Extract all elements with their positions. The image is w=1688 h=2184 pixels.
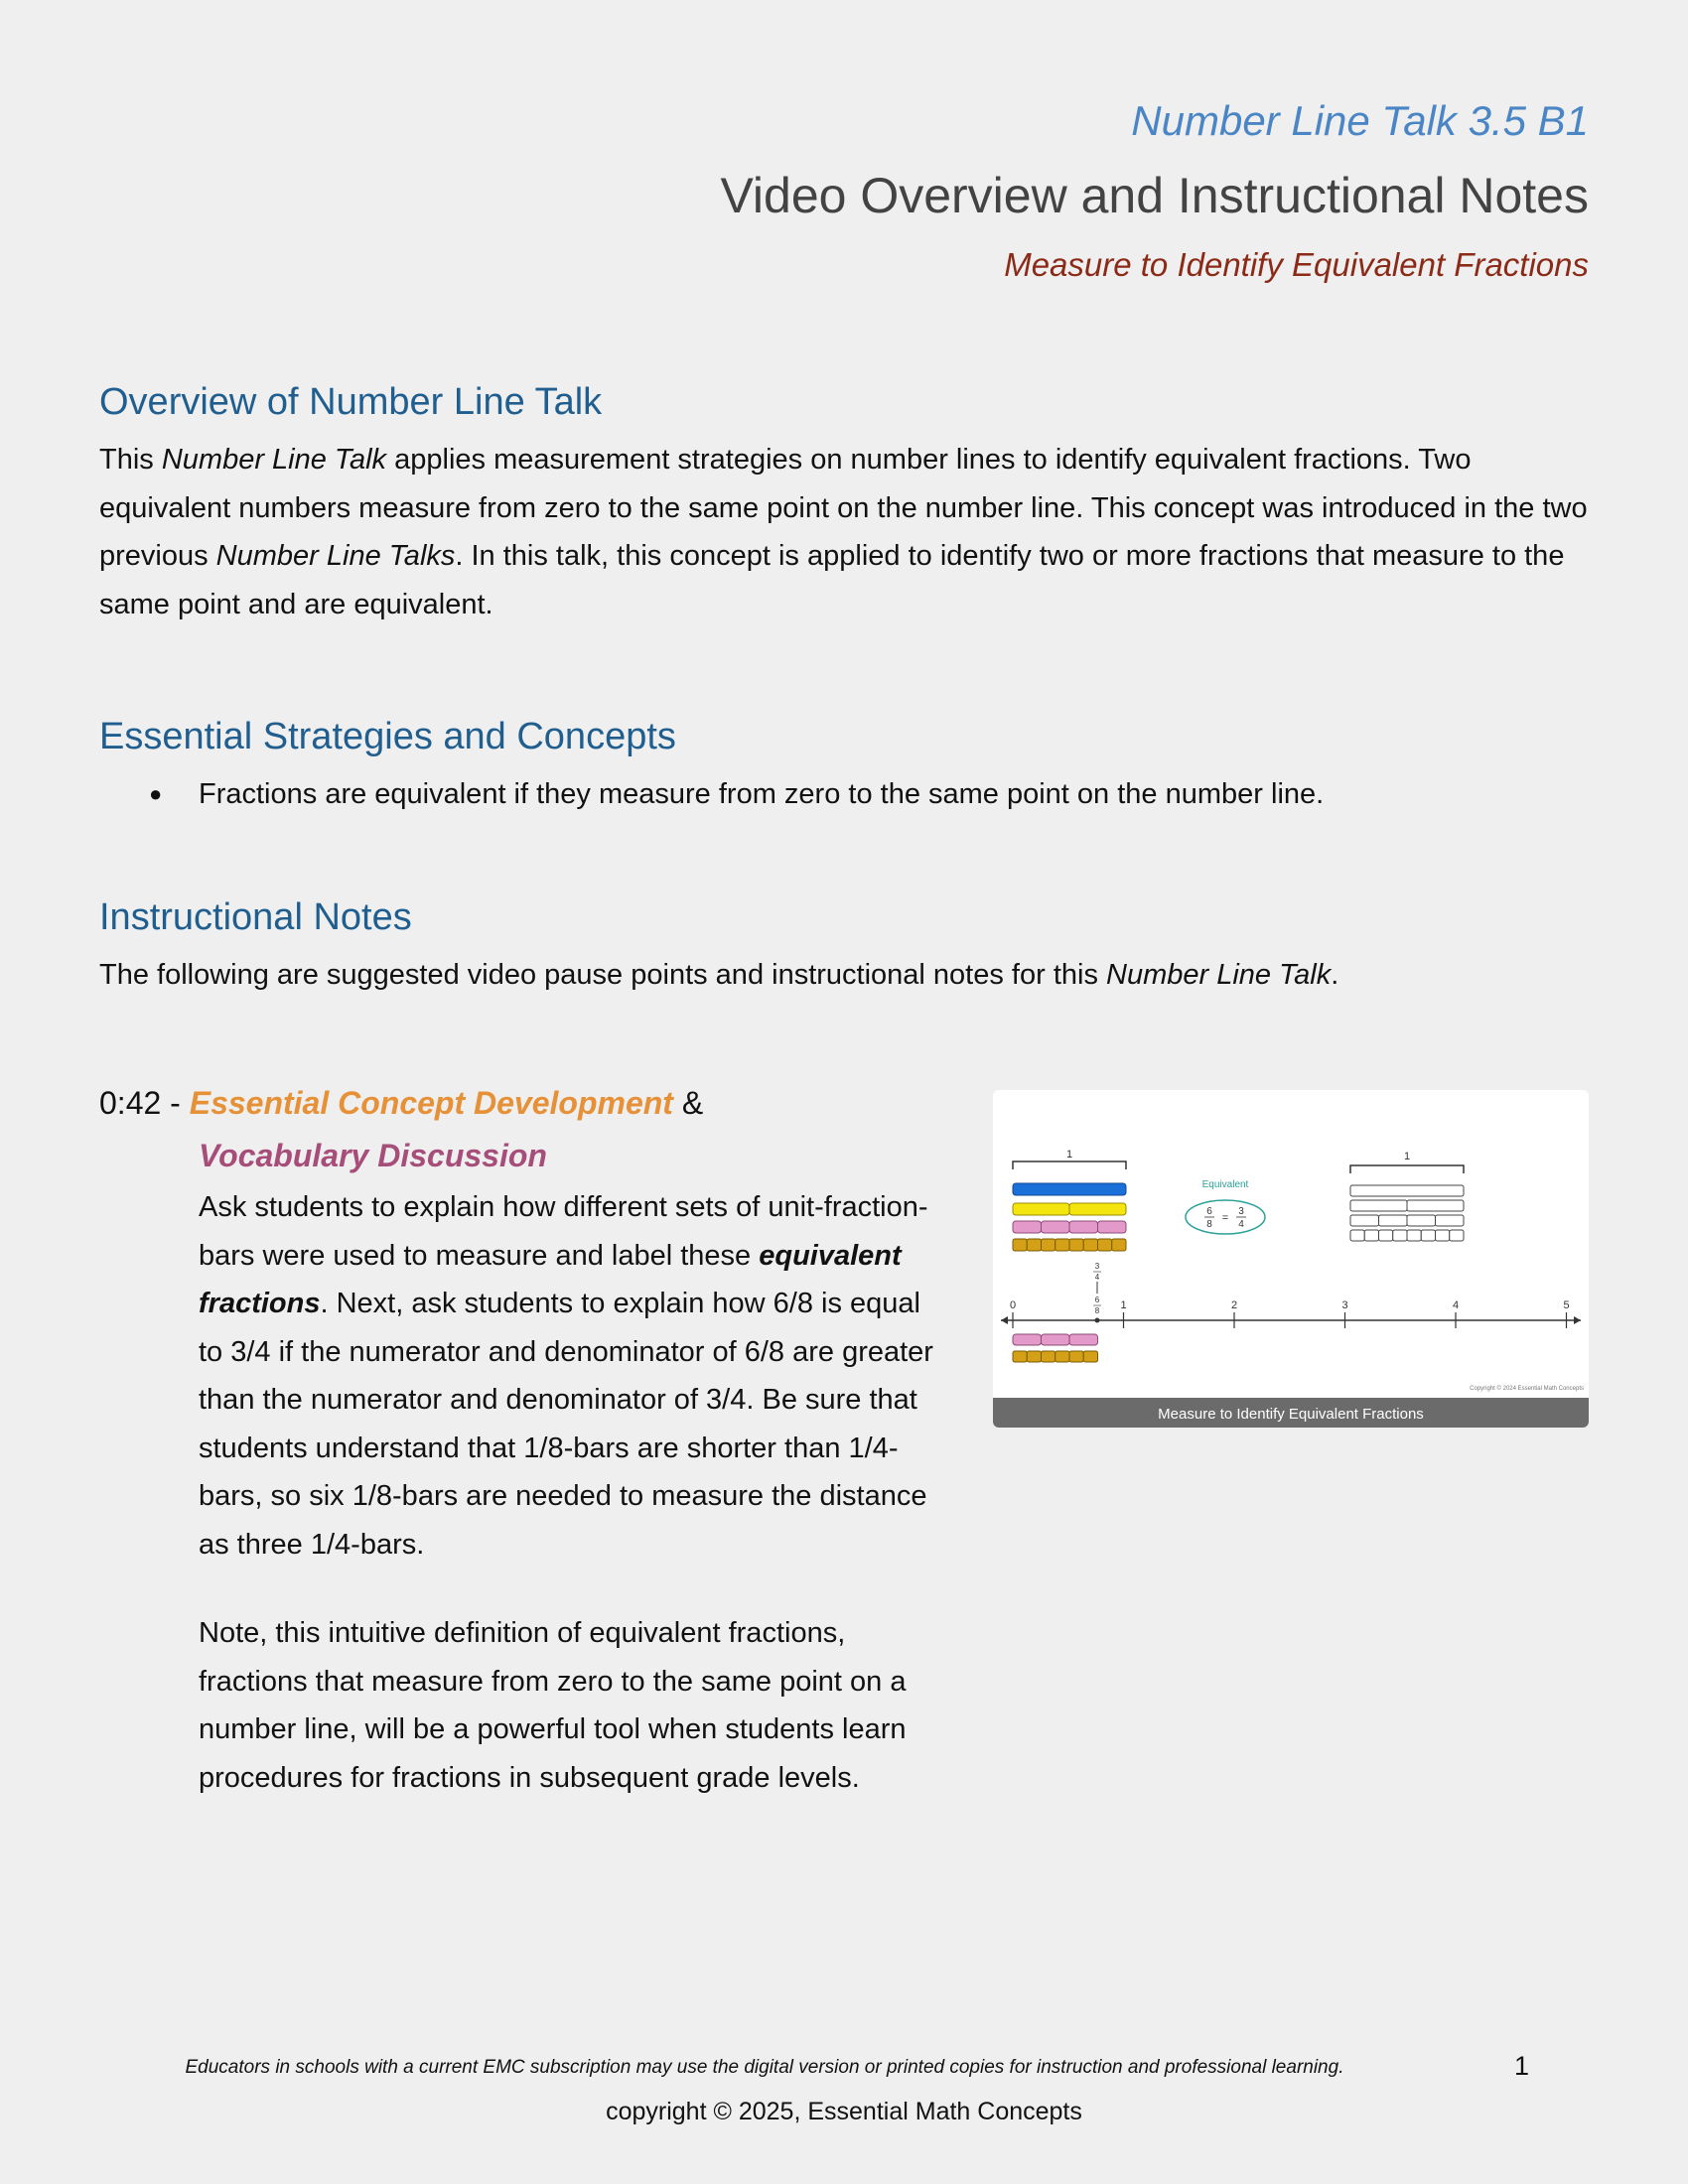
essential-list bbox=[149, 772, 1324, 816]
category-concept: Essential Concept Development bbox=[189, 1085, 673, 1121]
svg-text:4: 4 bbox=[1238, 1219, 1244, 1230]
left-whole-label: 1 bbox=[1065, 1149, 1073, 1160]
footer-note: Educators in schools with a current EMC subscription may use the digital version or printed copies for instruction and professional learning. bbox=[185, 2057, 1344, 2078]
right-bracket bbox=[1350, 1165, 1464, 1173]
tick-label: 2 bbox=[1230, 1299, 1238, 1311]
pause-note-1: Ask students to explain how different sets of unit-fraction-bars were used to measure and label these equivalent fractions. Next, ask students to explain how 6/8 is equal to 3/4 if the numerator and denominator of 6/8 are greater than the numerator and denominator of 3/4. Be sure that students understand that 1/8-bars are shorter than 1/4-bars, so six 1/8-bars are needed to measure the distance as three 1/4-bars. bbox=[199, 1191, 933, 1561]
talk-code: Number Line Talk 3.5 B1 bbox=[1131, 97, 1589, 144]
instructional-heading: Instructional Notes bbox=[99, 896, 412, 938]
number-line-ticks bbox=[1010, 1299, 1570, 1328]
thumbnail-figure bbox=[993, 1090, 1589, 1428]
tick-label: 4 bbox=[1452, 1299, 1460, 1311]
svg-text:6: 6 bbox=[1094, 1296, 1100, 1304]
tick-label: 1 bbox=[1120, 1299, 1127, 1311]
bar-whole bbox=[1013, 1183, 1126, 1195]
svg-text:3: 3 bbox=[1238, 1206, 1244, 1217]
overview-heading: Overview of Number Line Talk bbox=[99, 381, 603, 423]
right-whole-label: 1 bbox=[1403, 1151, 1411, 1162]
svg-text:=: = bbox=[1221, 1212, 1229, 1224]
outline-bars bbox=[1350, 1185, 1464, 1241]
thumbnail-copyright: Copyright © 2024 Essential Math Concepts bbox=[1470, 1386, 1584, 1392]
bars-below-eighths bbox=[1013, 1351, 1098, 1362]
svg-text:4: 4 bbox=[1094, 1273, 1100, 1282]
bars-eighths bbox=[1013, 1239, 1126, 1251]
tick-label: 3 bbox=[1341, 1299, 1348, 1311]
bars-quarters bbox=[1013, 1221, 1126, 1233]
tick-label: 5 bbox=[1563, 1299, 1570, 1311]
video-thumbnail[interactable] bbox=[993, 1090, 1589, 1428]
equivalent-point bbox=[1095, 1318, 1100, 1323]
left-bracket bbox=[1013, 1161, 1126, 1169]
bars-halves bbox=[1013, 1203, 1126, 1215]
page-title: Video Overview and Instructional Notes bbox=[720, 168, 1589, 223]
essential-heading: Essential Strategies and Concepts bbox=[99, 716, 676, 757]
svg-text:3: 3 bbox=[1094, 1262, 1100, 1271]
svg-text:8: 8 bbox=[1094, 1306, 1100, 1315]
overview-paragraph: This Number Line Talk applies measurement strategies on number lines to identify equivalent fractions. Two equivalent numbers measure from zero to the same point on the number line. This concept was introduced in the two previous Number Line Talks. In this talk, this concept is applied to identify two or more fractions that measure to the same point and are equivalent. bbox=[99, 444, 1588, 620]
equivalent-label: Equivalent bbox=[1201, 1179, 1249, 1190]
category-vocabulary: Vocabulary Discussion bbox=[199, 1138, 547, 1173]
bars-below-quarters bbox=[1013, 1334, 1098, 1345]
instructional-paragraph: The following are suggested video pause points and instructional notes for this Number Line Talk. bbox=[99, 959, 1339, 991]
page-subtitle: Measure to Identify Equivalent Fractions bbox=[1004, 246, 1589, 283]
svg-text:8: 8 bbox=[1206, 1219, 1212, 1230]
thumbnail-caption: Measure to Identify Equivalent Fractions bbox=[1158, 1406, 1424, 1423]
pause-note-2: Note, this intuitive definition of equivalent fractions, fractions that measure from zero to the same point on a number line, will be a powerful tool when students learn procedures for fractions in subsequent grade levels. bbox=[199, 1617, 907, 1794]
timestamp: 0:42 - bbox=[99, 1085, 190, 1121]
pause-point-header: 0:42 - Essential Concept Development & bbox=[99, 1085, 704, 1121]
tick-label: 0 bbox=[1009, 1299, 1017, 1311]
copyright: copyright © 2025, Essential Math Concepts bbox=[606, 2098, 1082, 2125]
page-number: 1 bbox=[1514, 2051, 1530, 2081]
svg-text:6: 6 bbox=[1206, 1206, 1212, 1217]
list-item: ● Fractions are equivalent if they measure from zero to the same point on the number line. bbox=[149, 772, 1324, 816]
